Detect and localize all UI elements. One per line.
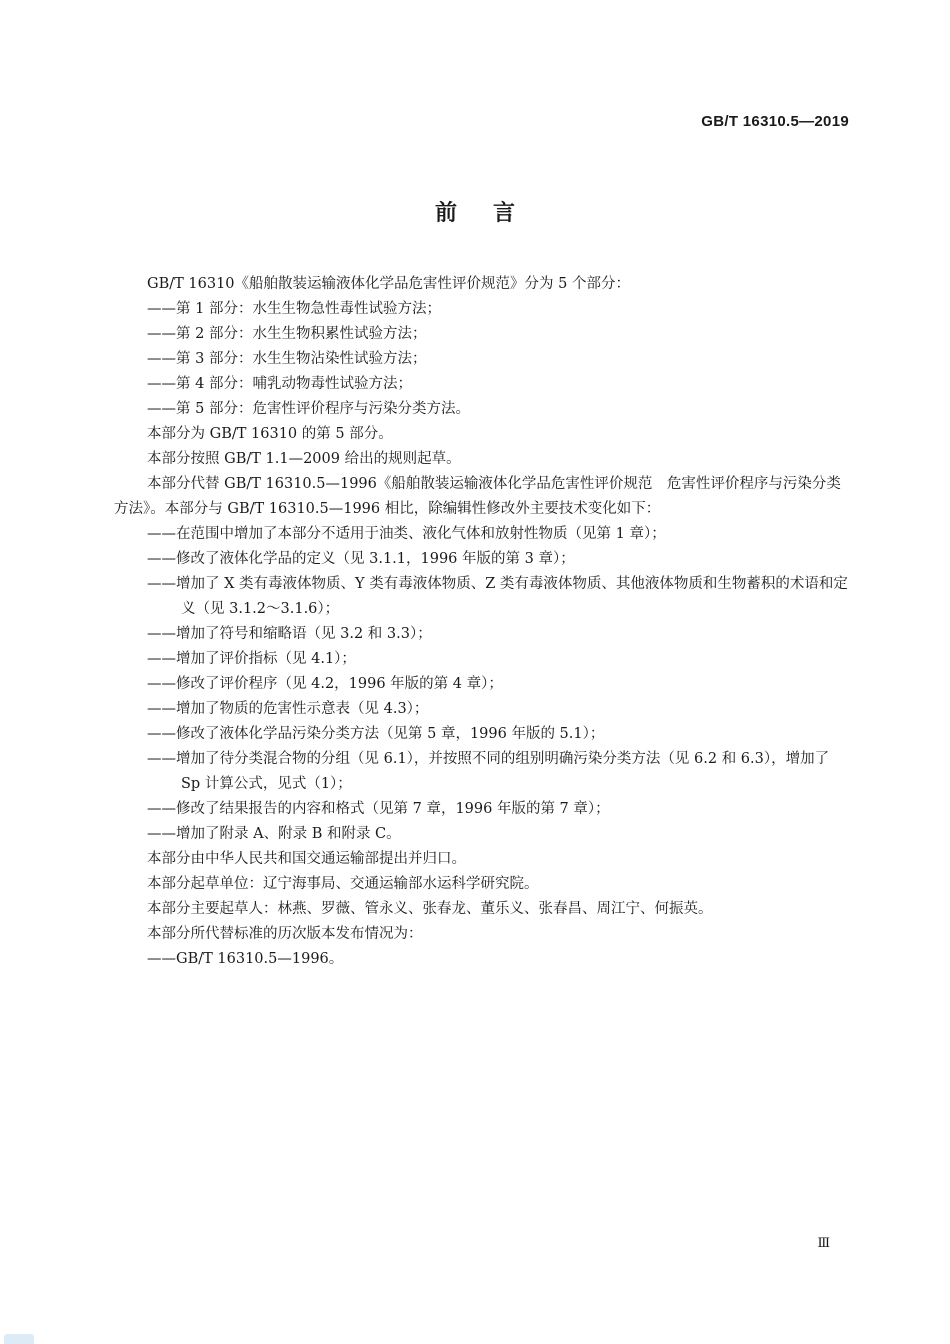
list-item: ——第 2 部分：水生生物积累性试验方法； [147, 326, 427, 342]
page-title: 前言 [434, 201, 551, 226]
list-item: ——修改了结果报告的内容和格式（见第 7 章，1996 年版的第 7 章）； [147, 801, 610, 817]
corner-watermark [4, 1334, 34, 1344]
paragraph: 本部分代替 GB/T 16310.5—1996《船舶散装运输液体化学品危害性评价规范 危害性评价程序与污染分类方法》。本部分与 GB/T 16310.5—1996 相比，除编辑性修改外主要技术变化如下： [114, 476, 841, 517]
list-item: ——修改了液体化学品的定义（见 3.1.1，1996 年版的第 3 章）； [147, 551, 575, 567]
paragraph: 本部分按照 GB/T 1.1—2009 给出的规则起草。 [147, 451, 461, 467]
foreword-body [114, 272, 850, 972]
page-number: Ⅲ [817, 1236, 830, 1251]
list-item: ——增加了待分类混合物的分组（见 6.1），并按照不同的组别明确污染分类方法（见 6.2 和 6.3），增加了 Sp 计算公式，见式（1）； [147, 751, 830, 792]
list-item: ——增加了评价指标（见 4.1）； [147, 651, 356, 667]
standard-code: GB/T 16310.5—2019 [701, 113, 849, 130]
list-item: ——第 4 部分：哺乳动物毒性试验方法； [147, 376, 412, 392]
list-item: ——增加了物质的危害性示意表（见 4.3）； [147, 701, 429, 717]
paragraph: 本部分为 GB/T 16310 的第 5 部分。 [147, 426, 393, 442]
paragraph: 本部分所代替标准的历次版本发布情况为： [147, 926, 423, 942]
paragraph: 本部分起草单位：辽宁海事局、交通运输部水运科学研究院。 [147, 876, 539, 892]
list-item: ——增加了附录 A、附录 B 和附录 C。 [147, 826, 401, 842]
list-item: ——GB/T 16310.5—1996。 [147, 951, 344, 967]
list-item: ——修改了评价程序（见 4.2，1996 年版的第 4 章）； [147, 676, 503, 692]
list-item: ——第 3 部分：水生生物沾染性试验方法； [147, 351, 427, 367]
paragraph: 本部分由中华人民共和国交通运输部提出并归口。 [147, 851, 466, 867]
paragraph: GB/T 16310《船舶散装运输液体化学品危害性评价规范》分为 5 个部分： [147, 276, 630, 292]
paragraph: 本部分主要起草人：林燕、罗薇、管永义、张春龙、董乐义、张春昌、周江宁、何振英。 [147, 901, 713, 917]
list-item: ——增加了符号和缩略语（见 3.2 和 3.3）； [147, 626, 432, 642]
list-item: ——在范围中增加了本部分不适用于油类、液化气体和放射性物质（见第 1 章）； [147, 526, 666, 542]
list-item: ——第 1 部分：水生生物急性毒性试验方法； [147, 301, 441, 317]
list-item: ——增加了 X 类有毒液体物质、Y 类有毒液体物质、Z 类有毒液体物质、其他液体物质和生物蓄积的术语和定义（见 3.1.2～3.1.6）； [147, 576, 848, 617]
list-item: ——第 5 部分：危害性评价程序与污染分类方法。 [147, 401, 470, 417]
list-item: ——修改了液体化学品污染分类方法（见第 5 章，1996 年版的 5.1）； [147, 726, 605, 742]
